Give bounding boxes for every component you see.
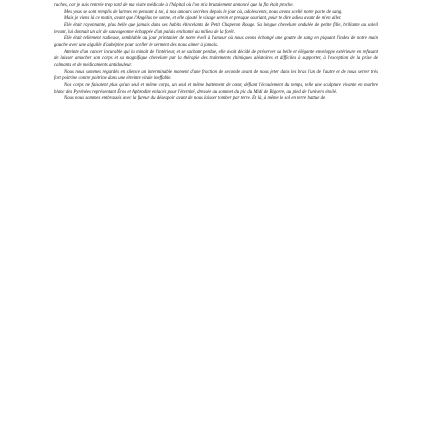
paragraph-6: Atteinte d'un cancer incurable qui la minait de l'intérieur, et se sachant perdue, elle avait décidé de préserver sa belle et élégante enveloppe extérieure en refusant de laisser amocher son corps et sa magnifique chevelure par la thérapie des traitements chimiques aléatoires et difficiles à supporter, à l'exception de la prise de calmants et de médicaments antidouleur. [54,49,378,68]
paragraph-4: Elle était rayonnante, plus belle que jamais dans ses habits étincelants de Petit Chaperon Rouge. Sa longue chevelure ondulée de petite fille, brillante au soleil levant, lui donnait un air de sauvageonne échappée d'un palais enchanté au milieu de la forêt. [54,22,378,35]
paragraph-7: Nous nous sommes regardés en silence un interminable moment d'une fraction de seconde avant de nous jeter dans les bras l'un de l'autre et de nous serrer très fort poitrine contre poitrine dans une étreinte vitale ineffable. [54,69,378,82]
paragraph-2: Mes yeux se sont remplis de larmes en pensant à toi, à nos amours secrètes depuis le jour où, adolescents, nous avons scellé notre pacte de sang. [64,9,343,15]
paragraph-1: ruches, car je suis rentrée trop tard de ma visite médicale à l'hôpital où l'on m'a brutalement annoncé que la fin était proche. [54,3,294,8]
paragraph-8: Nos corps ne faisaient plus qu'un seul et même corps, un seul et même battement de cœur, défiant l'écoulement du temps, telle une sculpture vivante en marbre blanc des Pyrénées représentant Éros et Aphrodite enlacés pour l'éternité, dressée au sommet du pic du Midi de Bigorre, au pied de l'univers étoilé. [54,82,378,95]
paragraph-3: Mais je viens là ce matin, avant que l'Angélus ne sonne, et elle ajouté le visage serein et presque souriant, pour te dire adieu avant de m'en aller. [64,16,342,22]
paragraph-9: Nous nous sommes embrassés avec la fureur du désespoir avant de nous laisser tomber par terre. Et là, à même le sol en terre battue de [64,96,326,102]
paragraph-5: Elle était tellement radieuse, semblable au jour printanier de notre éveil à l'amour où nous avons échangé une goutte de sang en piquant l'index de notre main gauche avec une aiguille d'aubépine pour sceller le serment des nous aimer à jamais. [54,36,378,48]
